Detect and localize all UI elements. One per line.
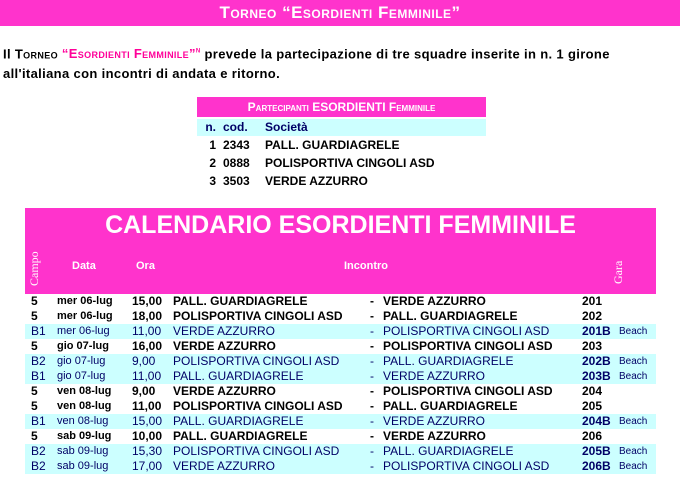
match-separator: -: [370, 384, 374, 398]
match-time: 17,00: [132, 459, 163, 473]
match-separator: -: [370, 444, 374, 458]
match-separator: -: [370, 399, 374, 413]
participant-cod: 3503: [223, 174, 250, 188]
participants-column-headers: [197, 119, 486, 136]
match-home-team: PALL. GUARDIAGRELE: [173, 414, 304, 428]
match-time: 9,00: [132, 354, 156, 368]
match-row: [25, 369, 656, 384]
participants-header: Partecipanti ESORDIENTI Femminile: [197, 97, 486, 117]
match-away-team: POLISPORTIVA CINGOLI ASD: [383, 459, 550, 473]
match-date: ven 08-lug: [57, 415, 109, 427]
match-away-team: VERDE AZZURRO: [383, 369, 486, 383]
match-separator: -: [370, 429, 374, 443]
match-separator: -: [370, 414, 374, 428]
match-row: [25, 399, 656, 414]
match-separator: -: [370, 369, 374, 383]
col-n: n.: [205, 120, 216, 134]
participant-n: 1: [209, 138, 216, 152]
match-date: gio 07-lug: [57, 370, 106, 382]
match-row: [25, 354, 656, 369]
calendar-header: [25, 208, 656, 294]
match-away-team: PALL. GUARDIAGRELE: [383, 444, 514, 458]
match-home-team: PALL. GUARDIAGRELE: [173, 429, 308, 443]
match-gara: 204: [582, 384, 603, 398]
col-ora: Ora: [136, 260, 155, 272]
match-date: sab 09-lug: [57, 460, 109, 472]
match-separator: -: [370, 459, 374, 473]
match-note: Beach: [619, 461, 648, 472]
match-campo: 5: [31, 294, 38, 308]
match-gara: 203: [582, 339, 603, 353]
match-row: [25, 384, 656, 399]
match-away-team: PALL. GUARDIAGRELE: [383, 399, 518, 413]
col-gara: Gara: [611, 260, 625, 284]
match-campo: 5: [31, 384, 38, 398]
match-away-team: PALL. GUARDIAGRELE: [383, 309, 518, 323]
match-home-team: PALL. GUARDIAGRELE: [173, 369, 304, 383]
match-date: sab 09-lug: [57, 430, 112, 442]
match-home-team: PALL. GUARDIAGRELE: [173, 294, 308, 308]
match-gara: 205: [582, 399, 603, 413]
match-time: 16,00: [132, 339, 163, 353]
intro-torneo: Torneo: [14, 46, 62, 62]
match-campo: B2: [31, 354, 46, 368]
match-gara: 205B: [582, 444, 611, 458]
col-cod: cod.: [223, 120, 248, 134]
match-away-team: POLISPORTIVA CINGOLI ASD: [383, 384, 553, 398]
col-societa: Società: [265, 120, 308, 134]
match-away-team: PALL. GUARDIAGRELE: [383, 354, 514, 368]
match-note: Beach: [619, 356, 648, 367]
match-campo: B2: [31, 444, 46, 458]
match-time: 15,00: [132, 414, 163, 428]
participant-cod: 0888: [223, 156, 250, 170]
col-data: Data: [72, 260, 96, 272]
intro-prefix: Il: [3, 46, 15, 62]
match-separator: -: [370, 294, 374, 308]
participant-n: 3: [209, 174, 216, 188]
match-away-team: VERDE AZZURRO: [383, 429, 486, 443]
match-separator: -: [370, 324, 374, 338]
match-note: Beach: [619, 326, 648, 337]
match-gara: 202: [582, 309, 603, 323]
match-home-team: VERDE AZZURRO: [173, 339, 276, 353]
participant-societa: POLISPORTIVA CINGOLI ASD: [265, 156, 435, 170]
calendar-title: CALENDARIO ESORDIENTI FEMMINILE: [105, 211, 576, 239]
match-time: 9,00: [132, 384, 156, 398]
match-gara: 204B: [582, 414, 611, 428]
participant-n: 2: [209, 156, 216, 170]
match-campo: 5: [31, 309, 38, 323]
match-gara: 206: [582, 429, 603, 443]
match-row: [25, 414, 656, 429]
intro-sup: n: [195, 46, 201, 55]
col-incontro: Incontro: [344, 260, 388, 272]
match-home-team: POLISPORTIVA CINGOLI ASD: [173, 354, 340, 368]
match-note: Beach: [619, 416, 648, 427]
match-gara: 203B: [582, 369, 611, 383]
match-date: mer 06-lug: [57, 310, 113, 322]
match-separator: -: [370, 354, 374, 368]
page-title: Torneo “Esordienti Femminile”: [0, 0, 680, 26]
match-date: ven 08-lug: [57, 385, 112, 397]
match-note: Beach: [619, 371, 648, 382]
col-campo: Campo: [27, 251, 41, 286]
match-campo: B1: [31, 369, 46, 383]
match-away-team: VERDE AZZURRO: [383, 414, 486, 428]
intro-rest: prevede la partecipazione di tre squadre inserite in n. 1 girone all'italiana con incontri di andata e ritorno.: [3, 46, 610, 82]
match-separator: -: [370, 309, 374, 323]
match-date: gio 07-lug: [57, 355, 106, 367]
match-time: 11,00: [132, 324, 162, 338]
match-home-team: POLISPORTIVA CINGOLI ASD: [173, 444, 340, 458]
match-row: [25, 339, 656, 354]
intro-name-text: “Esordienti Femminile”: [61, 46, 196, 62]
participant-societa: VERDE AZZURRO: [265, 174, 368, 188]
match-date: mer 06-lug: [57, 325, 110, 337]
match-home-team: POLISPORTIVA CINGOLI ASD: [173, 309, 343, 323]
match-away-team: POLISPORTIVA CINGOLI ASD: [383, 339, 553, 353]
match-row: [25, 309, 656, 324]
match-away-team: POLISPORTIVA CINGOLI ASD: [383, 324, 550, 338]
participant-row: [197, 155, 486, 173]
match-time: 11,00: [132, 399, 162, 413]
match-home-team: VERDE AZZURRO: [173, 459, 276, 473]
participant-cod: 2343: [223, 138, 250, 152]
participant-societa: PALL. GUARDIAGRELE: [265, 138, 400, 152]
match-campo: B1: [31, 414, 46, 428]
match-row: [25, 429, 656, 444]
match-date: mer 06-lug: [57, 295, 113, 307]
match-home-team: VERDE AZZURRO: [173, 324, 276, 338]
match-time: 15,30: [132, 444, 163, 458]
match-time: 15,00: [132, 294, 163, 308]
match-row: [25, 459, 656, 474]
match-row: [25, 444, 656, 459]
match-row: [25, 324, 656, 339]
match-gara: 202B: [582, 354, 611, 368]
match-campo: B1: [31, 324, 46, 338]
match-home-team: VERDE AZZURRO: [173, 384, 276, 398]
intro-tournament-name: [62, 46, 201, 61]
match-note: Beach: [619, 446, 648, 457]
match-time: 18,00: [132, 309, 163, 323]
match-home-team: POLISPORTIVA CINGOLI ASD: [173, 399, 343, 413]
match-gara: 206B: [582, 459, 611, 473]
match-campo: 5: [31, 399, 38, 413]
match-date: gio 07-lug: [57, 340, 109, 352]
match-campo: 5: [31, 429, 38, 443]
match-separator: -: [370, 339, 374, 353]
match-row: [25, 294, 656, 309]
match-time: 10,00: [132, 429, 163, 443]
participant-row: [197, 137, 486, 155]
match-date: ven 08-lug: [57, 400, 112, 412]
match-gara: 201B: [582, 324, 611, 338]
match-campo: B2: [31, 459, 46, 473]
match-gara: 201: [582, 294, 603, 308]
participant-row: [197, 173, 486, 191]
match-time: 11,00: [132, 369, 162, 383]
match-away-team: VERDE AZZURRO: [383, 294, 486, 308]
intro-paragraph: [3, 41, 679, 84]
match-date: sab 09-lug: [57, 445, 109, 457]
match-campo: 5: [31, 339, 38, 353]
